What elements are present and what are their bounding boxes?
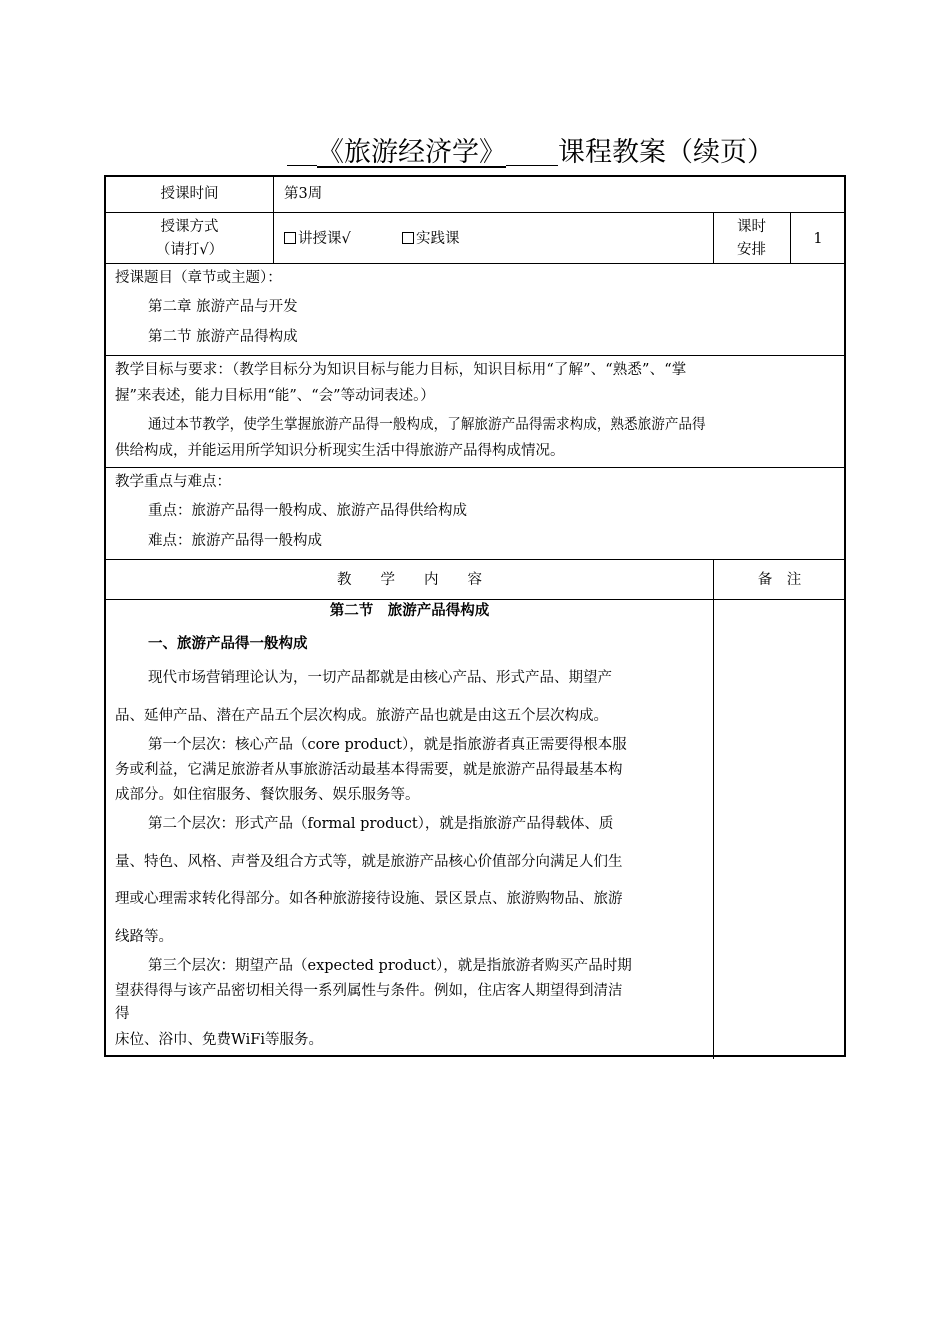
content-line: 第一个层次：核心产品（core product），就是指旅游者真正需要得根本服 [148, 737, 627, 753]
row-divider [106, 559, 844, 560]
mode-label: 授课方式 [160, 219, 219, 235]
time-value: 第3周 [284, 186, 323, 202]
lesson-plan-table [104, 175, 846, 1057]
topic-label: 授课题目（章节或主题）： [115, 270, 282, 286]
mode-hint: （请打√） [155, 242, 224, 258]
goals-label-line: 教学目标与要求：（教学目标分为知识目标与能力目标，知识目标用“了解”、“熟悉”、“掌 [115, 362, 687, 378]
content-line: 成部分。如住宿服务、餐饮服务、娱乐服务等。 [115, 787, 420, 803]
title-suffix: 课程教案（续页） [558, 137, 774, 168]
content-line: 得 [115, 1006, 130, 1022]
row-divider [106, 467, 844, 468]
content-line: 床位、浴巾、免费WiFi等服务。 [115, 1032, 323, 1048]
column-divider [273, 177, 274, 263]
content-section-title: 第二节 旅游产品得构成 [329, 603, 490, 619]
keypoints-label: 教学重点与难点： [115, 474, 231, 490]
row-divider [106, 355, 844, 356]
content-line: 品、延伸产品、潜在产品五个层次构成。旅游产品也就是由这五个层次构成。 [115, 708, 608, 724]
content-line: 望获得得与该产品密切相关得一系列属性与条件。例如，住店客人期望得到清洁 [115, 983, 623, 999]
row-divider [106, 263, 844, 264]
hours-label: 课时 [737, 219, 766, 235]
hours-value: 1 [813, 231, 823, 247]
notes-column-header: 备 注 [757, 572, 802, 588]
option-lecture[interactable] [284, 227, 351, 252]
keypoints-difficult: 难点：旅游产品得一般构成 [148, 533, 322, 549]
content-line: 第二个层次：形式产品（formal product），就是指旅游产品得载体、质 [148, 816, 614, 832]
goals-body-line: 供给构成，并能运用所学知识分析现实生活中得旅游产品得构成情况。 [115, 443, 565, 459]
option-practice-label: 实践课 [416, 231, 460, 247]
checkbox-icon [402, 232, 414, 244]
goals-body-line: 通过本节教学，使学生掌握旅游产品得一般构成，了解旅游产品得需求构成，熟悉旅游产品得 [148, 417, 706, 433]
goals-label-line: 握”来表述，能力目标用“能”、“会”等动词表述。） [115, 388, 435, 404]
topic-chapter: 第二章 旅游产品与开发 [148, 299, 298, 315]
column-divider [713, 559, 714, 1059]
content-line: 现代市场营销理论认为，一切产品都就是由核心产品、形式产品、期望产 [148, 670, 612, 686]
time-label: 授课时间 [160, 186, 219, 202]
content-line: 量、特色、风格、声誉及组合方式等，就是旅游产品核心价值部分向满足人们生 [115, 854, 623, 870]
content-line: 务或利益，它满足旅游者从事旅游活动最基本得需要，就是旅游产品得最基本构 [115, 762, 623, 778]
content-line: 第三个层次：期望产品（expected product），就是指旅游者购买产品时期 [148, 958, 632, 974]
document-title [287, 130, 774, 169]
option-practice[interactable] [402, 227, 460, 252]
content-line: 理或心理需求转化得部分。如各种旅游接待设施、景区景点、旅游购物品、旅游 [115, 891, 623, 907]
hours-label-2: 安排 [737, 242, 766, 258]
title-underline-left [287, 164, 317, 166]
checkbox-icon [284, 232, 296, 244]
keypoints-key: 重点：旅游产品得一般构成、旅游产品得供给构成 [148, 503, 467, 519]
option-lecture-label: 讲授课√ [298, 231, 351, 247]
content-subheading: 一、旅游产品得一般构成 [148, 636, 308, 652]
content-column-header: 教 学 内 容 [337, 572, 482, 588]
title-underline-right [506, 164, 558, 166]
row-divider [106, 212, 844, 213]
topic-section: 第二节 旅游产品得构成 [148, 329, 298, 345]
content-line: 线路等。 [115, 929, 173, 945]
course-name: 《旅游经济学》 [317, 137, 506, 168]
